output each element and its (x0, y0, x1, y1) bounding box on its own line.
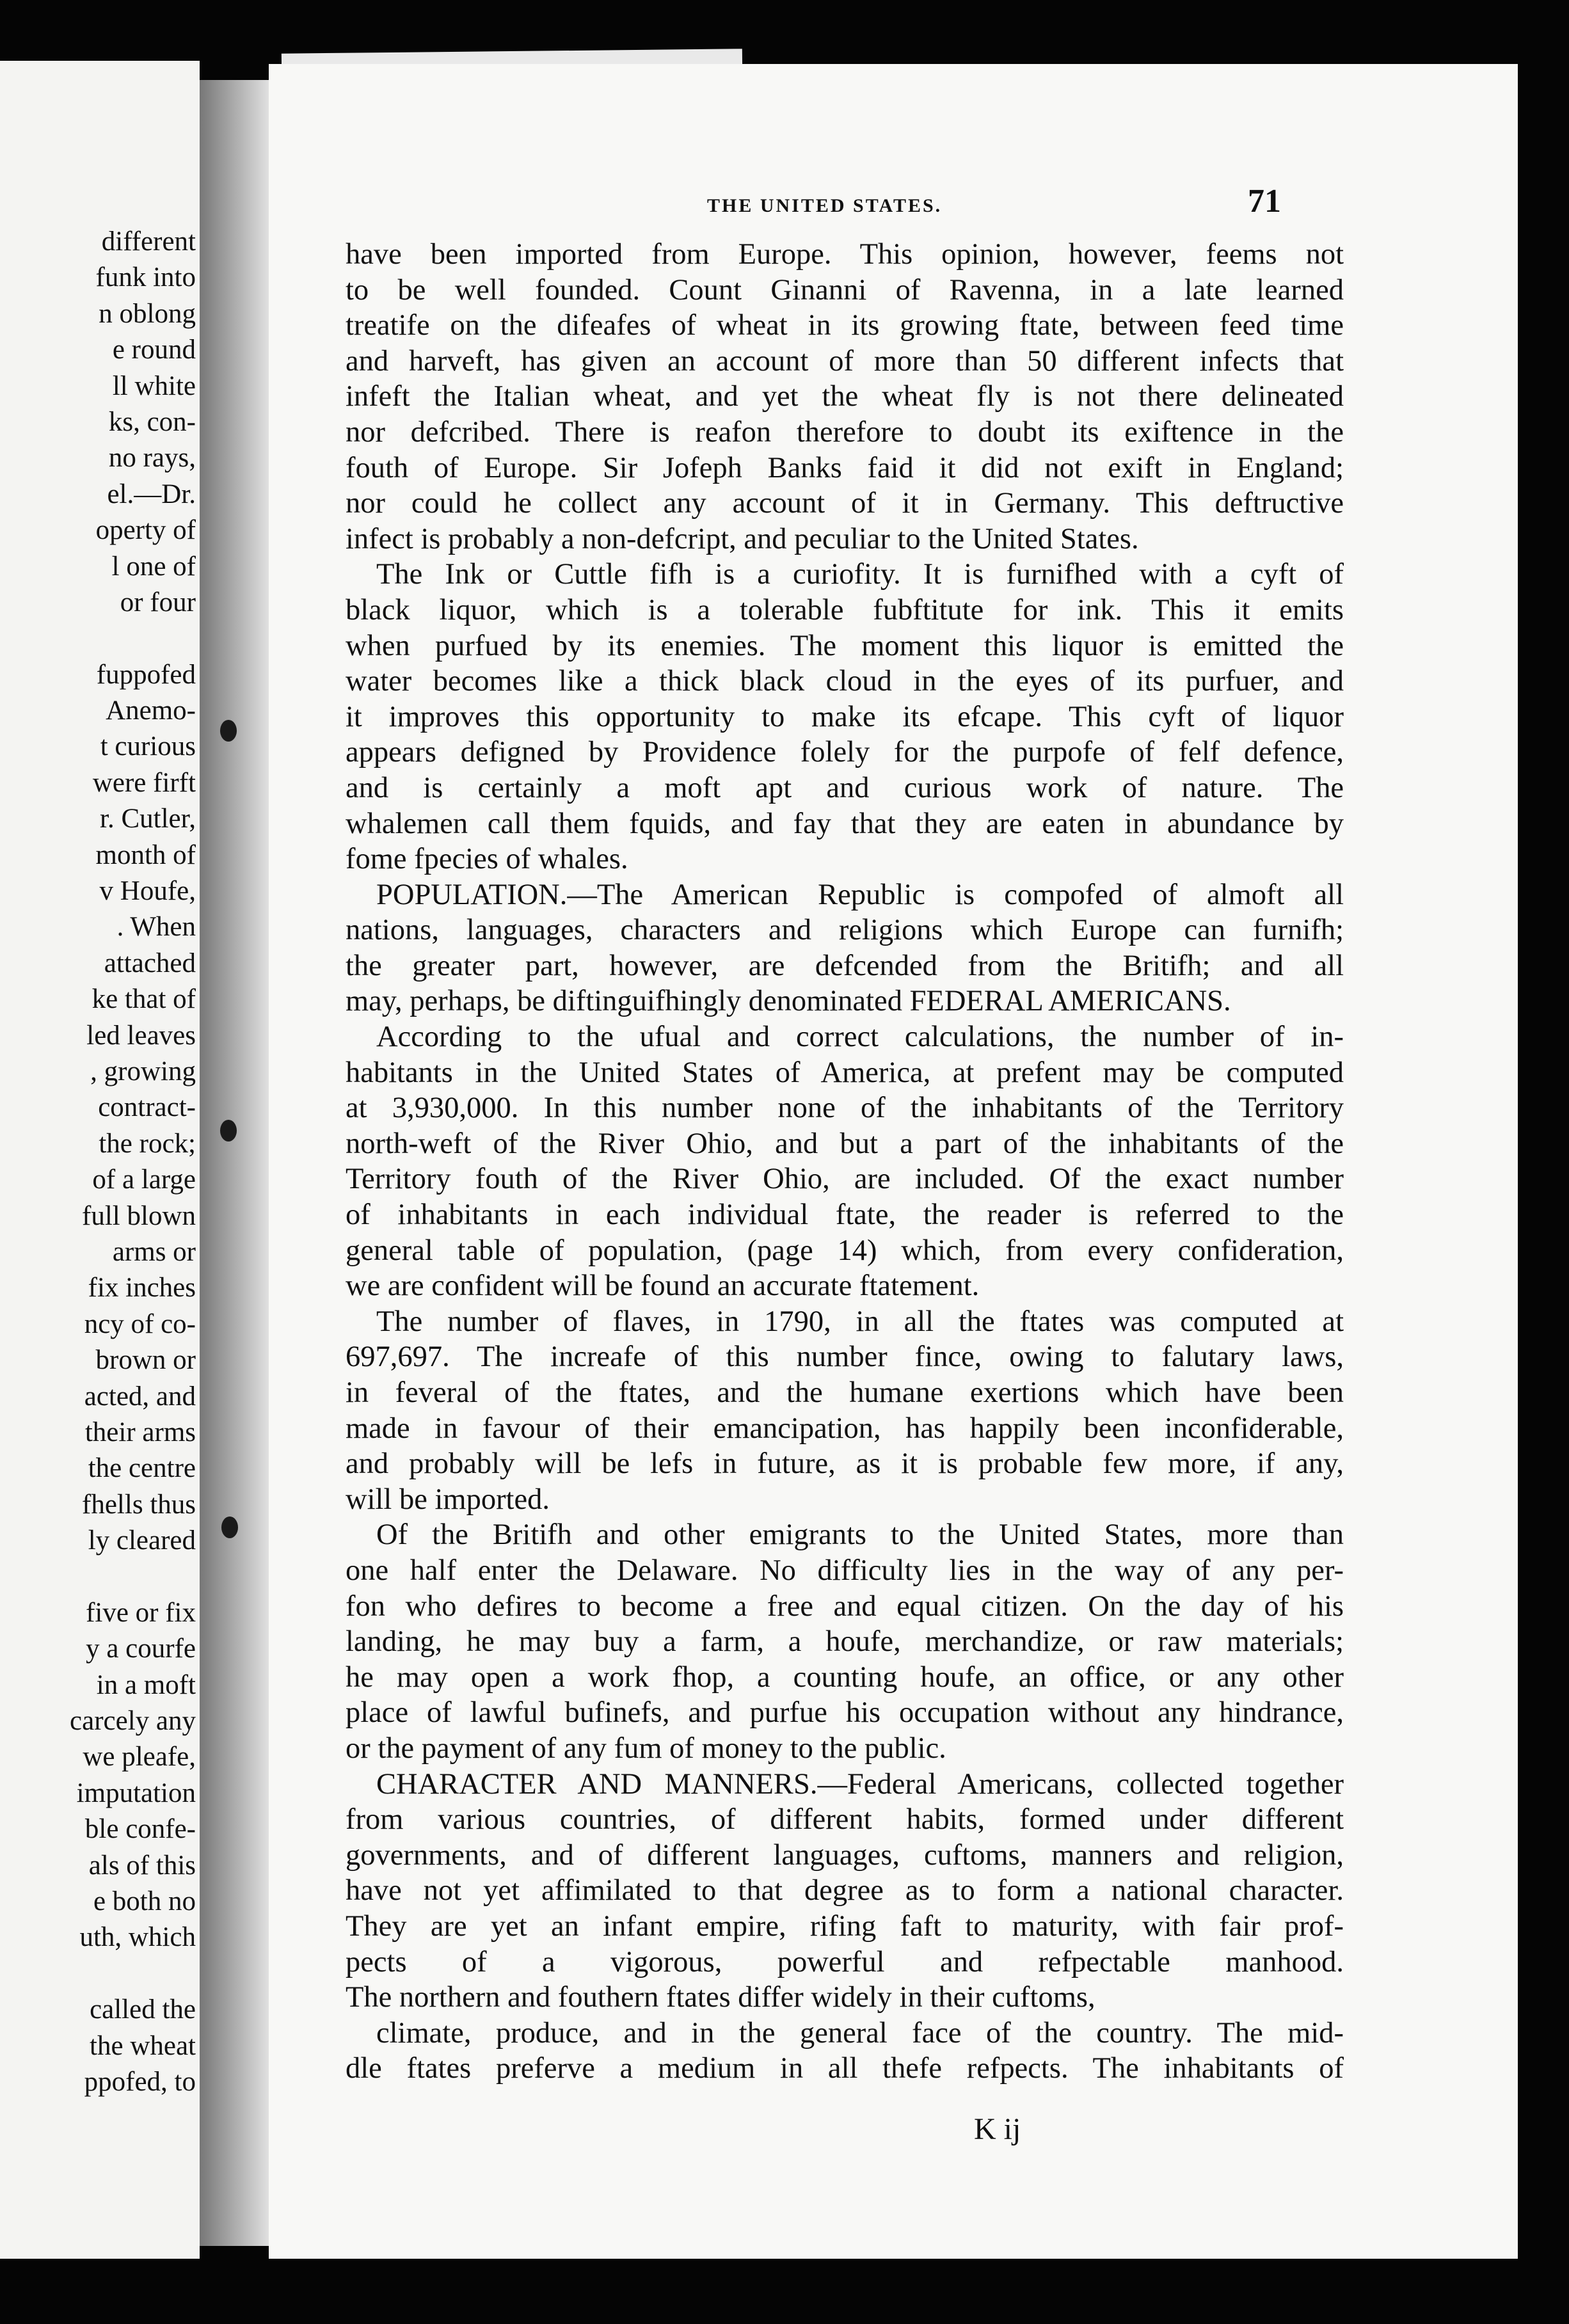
text-line: treatife on the difeafes of wheat in its growing ftate, between feed time (346, 309, 1344, 342)
text-line: landing, he may buy a farm, a houfe, merchandize, or raw materials; (346, 1625, 1344, 1659)
text-line: he may open a work fhop, a counting houfe, an office, or any other (346, 1660, 1344, 1694)
binding-hole (221, 1516, 238, 1538)
text-line: The number of flaves, in 1790, in all the ftates was computed at (376, 1305, 1344, 1338)
text-line: fouth of Europe. Sir Jofeph Banks faid it did not exift in England; (346, 451, 1344, 484)
left-page-line: full blown (82, 1200, 196, 1231)
text-line: appears defigned by Providence folely for the purpofe of felf defence, (346, 736, 1344, 769)
left-page-line (4, 1559, 196, 1595)
left-page-line: acted, and (84, 1381, 196, 1412)
binding-hole (220, 1120, 237, 1142)
text-line: water becomes like a thick black cloud in the eyes of its purfuer, and (346, 665, 1344, 698)
running-head: THE UNITED STATES. (707, 195, 943, 216)
text-line: The northern and fouthern ftates differ widely in their cuftoms, (346, 1981, 1095, 2014)
left-page-line: n oblong (99, 298, 196, 329)
text-line: in feveral of the ftates, and the humane exertions which have been (346, 1376, 1344, 1409)
left-page-line: of a large (92, 1165, 196, 1195)
text-line: general table of population, (page 14) which, from every confideration, (346, 1234, 1344, 1267)
left-page-line (4, 1956, 196, 1992)
left-page-line: fuppofed (96, 659, 196, 690)
left-page-line: brown or (95, 1345, 196, 1376)
text-line: infect is probably a non-defcript, and peculiar to the United States. (346, 522, 1139, 555)
left-page-line: called the (90, 1994, 196, 2025)
left-page-line: fix inches (88, 1273, 196, 1303)
body-text (346, 237, 1344, 2087)
text-line: climate, produce, and in the general face of the country. The mid- (376, 2016, 1344, 2049)
text-line: the greater part, however, are defcended from the Britifh; and all (346, 949, 1344, 982)
left-page-line: r. Cutler, (100, 804, 196, 834)
text-line: Of the Britifh and other emigrants to the United States, more than (376, 1518, 1344, 1552)
text-line: POPULATION.—The American Republic is compofed of almoft all (376, 878, 1344, 911)
left-page-line: five or fix (86, 1597, 196, 1628)
left-page-line: we pleafe, (83, 1742, 196, 1772)
page-number: 71 (1248, 183, 1281, 219)
left-page-line: fhells thus (82, 1489, 196, 1520)
text-line: at 3,930,000. In this number none of the inhabitants of the Territory (346, 1092, 1344, 1125)
left-page-line: month of (95, 840, 196, 870)
left-page-line: , growing (90, 1056, 196, 1086)
left-page-text (4, 224, 196, 2100)
left-page-line: uth, which (79, 1922, 196, 1953)
left-page-line: e round (112, 335, 196, 365)
binding-gutter (200, 80, 276, 2246)
text-line: we are confident will be found an accurate ftatement. (346, 1269, 980, 1303)
binding-hole (220, 720, 237, 742)
text-line: one half enter the Delaware. No difficulty lies in the way of any per- (346, 1554, 1344, 1587)
text-line: nor could he collect any account of it in Germany. This deftructive (346, 487, 1344, 520)
left-page-line: no rays, (108, 443, 196, 474)
left-page-line: imputation (76, 1778, 196, 1808)
text-line: black liquor, which is a tolerable fubftitute for ink. This it emits (346, 593, 1344, 626)
text-line: have not yet affimilated to that degree as to form a national character. (346, 1874, 1344, 1907)
left-page-line: t curious (100, 731, 196, 762)
left-page-line: carcely any (70, 1706, 196, 1737)
text-line: and probably will be lefs in future, as it is probable few more, if any, (346, 1447, 1344, 1481)
text-line: of inhabitants in each individual ftate, the reader is referred to the (346, 1198, 1344, 1232)
text-line: habitants in the United States of America, at prefent may be computed (346, 1056, 1344, 1089)
left-page-line: or four (120, 587, 196, 617)
left-page-line: their arms (84, 1417, 196, 1447)
left-page-line: v Houfe, (99, 876, 196, 907)
text-line: CHARACTER AND MANNERS.—Federal Americans, collected together (376, 1767, 1344, 1801)
left-page-line: operty of (95, 515, 196, 546)
text-line: Territory fouth of the River Ohio, are included. Of the exact number (346, 1163, 1344, 1196)
text-line: They are yet an infant empire, rifing faft to maturity, with fair prof- (346, 1909, 1344, 1943)
text-line: will be imported. (346, 1483, 550, 1516)
text-line: have been imported from Europe. This opinion, however, feems not (346, 238, 1344, 271)
text-line: and is certainly a moft apt and curious work of nature. The (346, 771, 1344, 804)
left-page-line: the centre (88, 1453, 196, 1484)
text-line: north-weft of the River Ohio, and but a part of the inhabitants of the (346, 1127, 1344, 1160)
text-line: whalemen call them fquids, and fay that they are eaten in abundance by (346, 807, 1344, 840)
text-line: 697,697. The increafe of this number fince, owing to falutary laws, (346, 1341, 1344, 1374)
text-line: nor defcribed. There is reafon therefore to doubt its exiftence in the (346, 415, 1344, 449)
text-line: made in favour of their emancipation, has happily been inconfiderable, (346, 1412, 1344, 1445)
left-page-line: el.—Dr. (107, 479, 196, 509)
left-page-line: the rock; (99, 1128, 196, 1159)
left-page-line: y a courfe (86, 1634, 196, 1664)
left-page-line (4, 621, 196, 657)
left-page-line: contract- (98, 1092, 196, 1123)
left-page-line: l one of (111, 551, 196, 582)
left-facing-page (0, 61, 200, 2259)
left-page-line: e both no (93, 1886, 196, 1916)
left-page-line: ks, con- (108, 406, 196, 437)
left-page-line: different (101, 227, 196, 257)
text-line: when purfued by its enemies. The moment this liquor is emitted the (346, 629, 1344, 662)
left-page-line: the wheat (90, 2030, 196, 2061)
text-line: infeft the Italian wheat, and yet the wheat fly is not there delineated (346, 380, 1344, 413)
text-line: nations, languages, characters and religions which Europe can furnifh; (346, 914, 1344, 947)
text-line: may, perhaps, be diftinguifhingly denominated FEDERAL AMERICANS. (346, 985, 1231, 1018)
left-page-line: ble confe- (84, 1814, 196, 1845)
left-page-line: funk into (95, 262, 196, 293)
text-line: According to the ufual and correct calculations, the number of in- (376, 1021, 1344, 1054)
text-line: fome fpecies of whales. (346, 843, 628, 876)
left-page-line: ke that of (92, 984, 196, 1015)
left-page-line: als of this (88, 1850, 196, 1881)
left-page-line: in a moft (96, 1669, 196, 1700)
text-line: The Ink or Cuttle fifh is a curiofity. It is furnifhed with a cyft of (376, 558, 1344, 591)
left-page-line: arms or (112, 1236, 196, 1267)
left-page-line: . When (116, 912, 196, 943)
left-page-line: attached (104, 948, 196, 978)
left-page-line: ncy of co- (84, 1309, 196, 1339)
left-page-line: ll white (112, 370, 196, 401)
left-page-line: Anemo- (106, 696, 196, 726)
text-line: from various countries, of different habits, formed under different (346, 1803, 1344, 1836)
text-line: place of lawful bufinefs, and purfue his occupation without any hindrance, (346, 1696, 1344, 1730)
text-line: pects of a vigorous, powerful and refpectable manhood. (346, 1945, 1344, 1978)
text-line: governments, and of different languages, cuftoms, manners and religion, (346, 1838, 1344, 1872)
text-line: fon who defires to become a free and equal citizen. On the day of his (346, 1589, 1344, 1623)
text-line: it improves this opportunity to make its efcape. This cyft of liquor (346, 700, 1344, 733)
left-page-line: ly cleared (88, 1525, 196, 1556)
text-line: or the payment of any fum of money to the public. (346, 1731, 946, 1765)
text-line: to be well founded. Count Ginanni of Ravenna, in a late learned (346, 273, 1344, 306)
text-line: and harveft, has given an account of more than 50 different infects that (346, 344, 1344, 378)
left-page-line: ppofed, to (84, 2066, 196, 2097)
left-page-line: led leaves (86, 1020, 196, 1051)
left-page-line: were firft (92, 767, 196, 798)
signature-mark: K ij (974, 2112, 1021, 2146)
text-line: dle ftates preferve a medium in all thefe refpects. The inhabitants of (346, 2052, 1344, 2085)
